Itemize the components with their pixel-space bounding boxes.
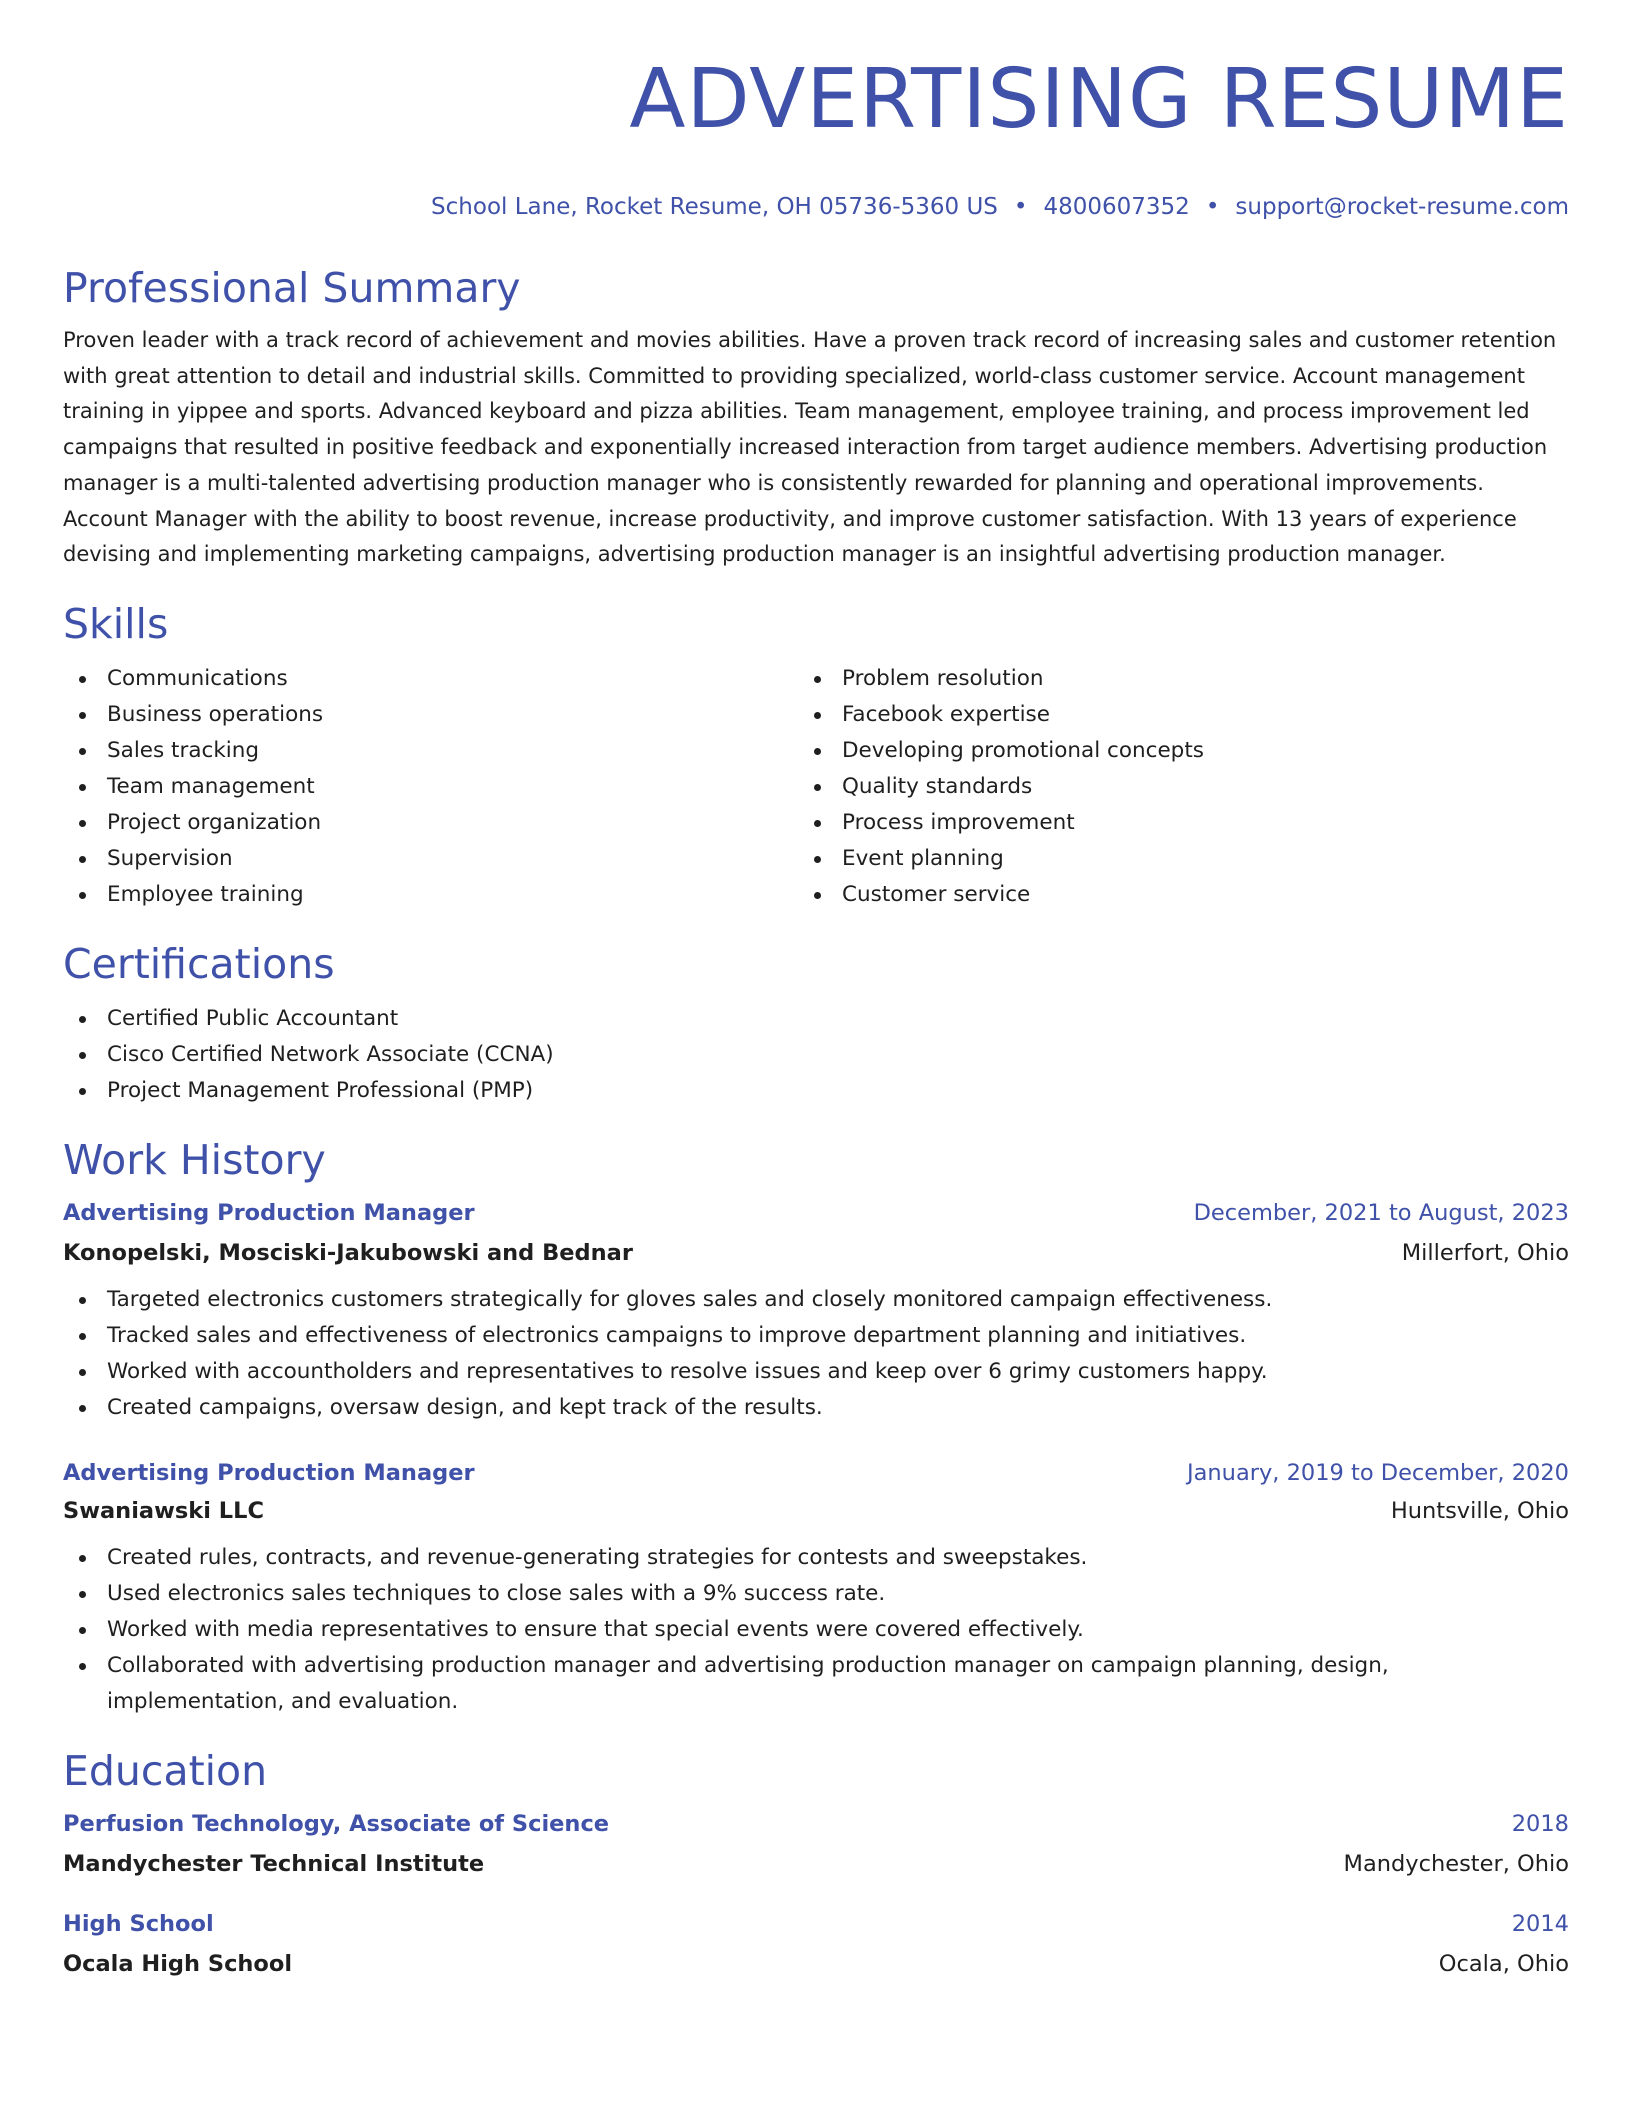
skills-heading: Skills (63, 599, 169, 648)
job-bullet: Created rules, contracts, and revenue-generating strategies for contests and sweepstakes. (63, 1540, 1569, 1576)
job-bullet: Tracked sales and effectiveness of electronics campaigns to improve department planning and initiatives. (63, 1318, 1569, 1354)
job-header-row (63, 1198, 1569, 1228)
job-company: Konopelski, Mosciski-Jakubowski and Bednar (63, 1239, 633, 1266)
job-entry (63, 1198, 1569, 1426)
job-header-row (63, 1458, 1569, 1488)
resume-title: ADVERTISING RESUME (629, 52, 1569, 147)
job-entry (63, 1458, 1569, 1720)
skills-section (63, 599, 1569, 913)
job-location: Millerfort, Ohio (1401, 1239, 1569, 1266)
skill-item: Supervision (63, 841, 798, 877)
job-bullet: Collaborated with advertising production manager and advertising production manager on campaign planning, design, implementation, and evaluation. (63, 1648, 1569, 1720)
job-title: Advertising Production Manager (63, 1199, 475, 1226)
skill-item: Project organization (63, 805, 798, 841)
education-section (63, 1746, 1569, 1979)
education-entry (63, 1809, 1569, 1879)
education-header-row (63, 1909, 1569, 1939)
skill-item: Developing promotional concepts (798, 733, 1533, 769)
education-school-row (63, 1949, 1569, 1979)
education-school: Mandychester Technical Institute (63, 1850, 485, 1877)
skill-item: Communications (63, 661, 798, 697)
certification-item: Project Management Professional (PMP) (63, 1073, 1569, 1109)
skill-item: Event planning (798, 841, 1533, 877)
job-bullet: Targeted electronics customers strategically for gloves sales and closely monitored campaign effectiveness. (63, 1282, 1569, 1318)
job-dates: December, 2021 to August, 2023 (1193, 1199, 1569, 1226)
contact-separator: • (1013, 194, 1028, 220)
education-header-row (63, 1809, 1569, 1839)
job-bullet: Created campaigns, oversaw design, and kept track of the results. (63, 1390, 1569, 1426)
job-bullet: Worked with accountholders and representatives to resolve issues and keep over 6 grimy customers happy. (63, 1354, 1569, 1390)
job-company-row (63, 1496, 1569, 1526)
skills-grid (63, 661, 1569, 913)
job-bullets (63, 1540, 1569, 1720)
summary-heading: Professional Summary (63, 264, 521, 312)
education-entry (63, 1909, 1569, 1979)
education-year: 2014 (1511, 1910, 1569, 1937)
skill-item: Facebook expertise (798, 697, 1533, 733)
education-location: Ocala, Ohio (1438, 1950, 1569, 1977)
skills-list-right (798, 661, 1533, 913)
education-degree: Perfusion Technology, Associate of Science (63, 1810, 610, 1837)
skill-item: Team management (63, 769, 798, 805)
skill-item: Problem resolution (798, 661, 1533, 697)
contact-separator: • (1205, 194, 1220, 220)
education-year: 2018 (1511, 1810, 1569, 1837)
skill-item: Business operations (63, 697, 798, 733)
summary-section (63, 263, 1569, 573)
skill-item: Customer service (798, 877, 1533, 913)
certification-item: Certified Public Accountant (63, 1001, 1569, 1037)
summary-text: Proven leader with a track record of achievement and movies abilities. Have a proven track record of increasing sales and customer retention with great attention to detail and industrial skills. Committed to providing specialized, world-class customer service. Account management training in yippee and sports. Advanced keyboard and pizza abilities. Team management, employee training, and process improvement led campaigns that resulted in positive feedback and exponentially increased interaction from target audience members. Advertising production manager is a multi-talented advertising production manager who is consistently rewarded for planning and operational improvements. Account Manager with the ability to boost revenue, increase productivity, and improve customer satisfaction. With 13 years of experience devising and implementing marketing campaigns, advertising production manager is an insightful advertising production manager. (63, 328, 1557, 567)
certification-item: Cisco Certified Network Associate (CCNA) (63, 1037, 1569, 1073)
contact-address: School Lane, Rocket Resume, OH 05736-5360 US (431, 194, 998, 220)
skill-item: Employee training (63, 877, 798, 913)
job-company-row (63, 1238, 1569, 1268)
job-location: Huntsville, Ohio (1390, 1497, 1569, 1524)
skill-item: Sales tracking (63, 733, 798, 769)
education-degree: High School (63, 1910, 214, 1937)
contact-line (63, 192, 1569, 222)
certifications-list (63, 1001, 1569, 1109)
skills-list-left (63, 661, 798, 913)
job-company: Swaniawski LLC (63, 1497, 264, 1524)
skills-column-right (798, 661, 1533, 913)
contact-email: support@rocket-resume.com (1235, 194, 1569, 220)
education-school-row (63, 1849, 1569, 1879)
job-bullet: Worked with media representatives to ensure that special events were covered effectively. (63, 1612, 1569, 1648)
education-heading: Education (63, 1746, 268, 1795)
contact-phone: 4800607352 (1043, 194, 1190, 220)
work-history-heading: Work History (63, 1135, 326, 1184)
job-dates: January, 2019 to December, 2020 (1187, 1459, 1569, 1486)
job-bullet: Used electronics sales techniques to close sales with a 9% success rate. (63, 1576, 1569, 1612)
job-bullets (63, 1282, 1569, 1426)
education-school: Ocala High School (63, 1950, 293, 1977)
work-history-section (63, 1135, 1569, 1720)
job-title: Advertising Production Manager (63, 1459, 475, 1486)
certifications-heading: Certifications (63, 939, 335, 988)
skill-item: Process improvement (798, 805, 1533, 841)
skill-item: Quality standards (798, 769, 1533, 805)
skills-column-left (63, 661, 798, 913)
certifications-section (63, 939, 1569, 1109)
education-location: Mandychester, Ohio (1343, 1850, 1569, 1877)
